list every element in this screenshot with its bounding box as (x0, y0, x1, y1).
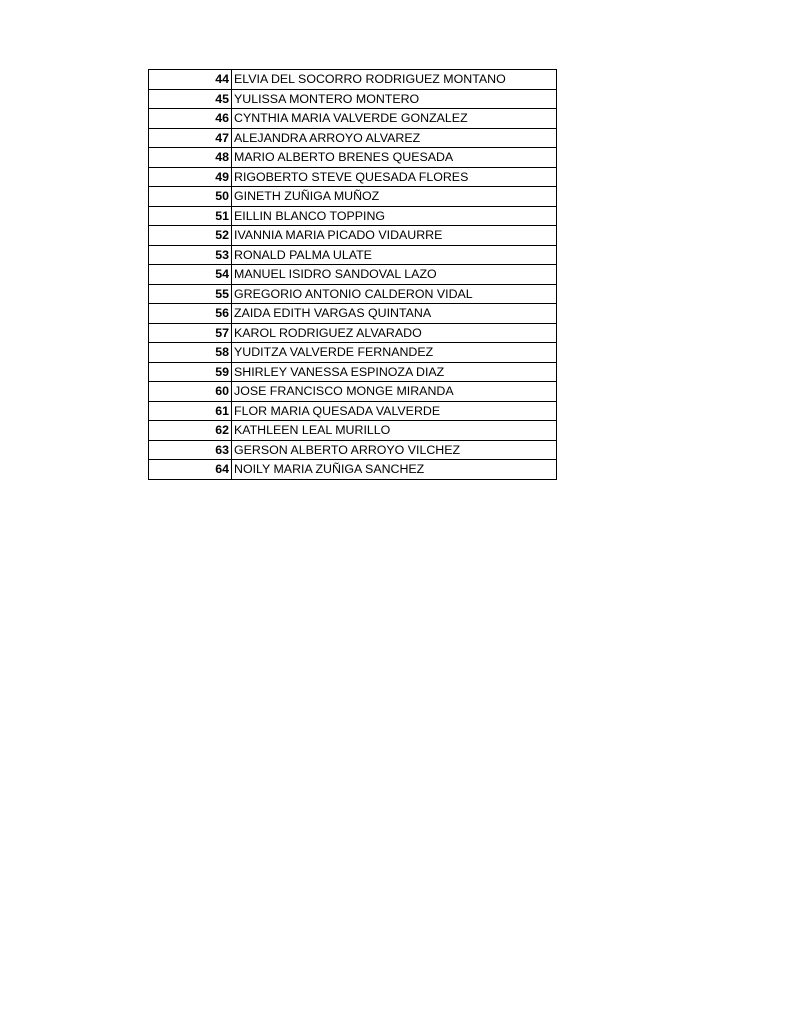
row-number: 63 (149, 440, 232, 460)
table-row (149, 128, 557, 148)
table-row (149, 245, 557, 265)
table-row (149, 284, 557, 304)
row-number: 58 (149, 343, 232, 363)
row-number: 60 (149, 382, 232, 402)
person-name: ALEJANDRA ARROYO ALVAREZ (232, 128, 557, 148)
person-name: SHIRLEY VANESSA ESPINOZA DIAZ (232, 362, 557, 382)
person-name: ZAIDA EDITH VARGAS QUINTANA (232, 304, 557, 324)
table-row (149, 440, 557, 460)
person-name: MARIO ALBERTO BRENES QUESADA (232, 148, 557, 168)
roster-table (148, 69, 557, 480)
row-number: 48 (149, 148, 232, 168)
person-name: RONALD PALMA ULATE (232, 245, 557, 265)
row-number: 51 (149, 206, 232, 226)
table-row (149, 70, 557, 90)
roster-table-body (149, 70, 557, 480)
table-row (149, 265, 557, 285)
person-name: KAROL RODRIGUEZ ALVARADO (232, 323, 557, 343)
row-number: 64 (149, 460, 232, 480)
row-number: 57 (149, 323, 232, 343)
person-name: KATHLEEN LEAL MURILLO (232, 421, 557, 441)
table-row (149, 148, 557, 168)
table-row (149, 421, 557, 441)
row-number: 47 (149, 128, 232, 148)
row-number: 44 (149, 70, 232, 90)
table-row (149, 206, 557, 226)
person-name: IVANNIA MARIA PICADO VIDAURRE (232, 226, 557, 246)
person-name: GERSON ALBERTO ARROYO VILCHEZ (232, 440, 557, 460)
person-name: JOSE FRANCISCO MONGE MIRANDA (232, 382, 557, 402)
person-name: ELVIA DEL SOCORRO RODRIGUEZ MONTANO (232, 70, 557, 90)
row-number: 56 (149, 304, 232, 324)
table-row (149, 226, 557, 246)
person-name: GINETH ZUÑIGA MUÑOZ (232, 187, 557, 207)
row-number: 52 (149, 226, 232, 246)
table-row (149, 89, 557, 109)
person-name: MANUEL ISIDRO SANDOVAL LAZO (232, 265, 557, 285)
person-name: FLOR MARIA QUESADA VALVERDE (232, 401, 557, 421)
person-name: RIGOBERTO STEVE QUESADA FLORES (232, 167, 557, 187)
table-row (149, 304, 557, 324)
table-row (149, 109, 557, 129)
table-row (149, 460, 557, 480)
table-row (149, 323, 557, 343)
person-name: GREGORIO ANTONIO CALDERON VIDAL (232, 284, 557, 304)
row-number: 53 (149, 245, 232, 265)
row-number: 62 (149, 421, 232, 441)
person-name: NOILY MARIA ZUÑIGA SANCHEZ (232, 460, 557, 480)
row-number: 50 (149, 187, 232, 207)
person-name: EILLIN BLANCO TOPPING (232, 206, 557, 226)
row-number: 54 (149, 265, 232, 285)
table-row (149, 382, 557, 402)
table-row (149, 167, 557, 187)
table-row (149, 187, 557, 207)
row-number: 46 (149, 109, 232, 129)
row-number: 61 (149, 401, 232, 421)
row-number: 45 (149, 89, 232, 109)
row-number: 55 (149, 284, 232, 304)
table-row (149, 401, 557, 421)
table-row (149, 362, 557, 382)
person-name: CYNTHIA MARIA VALVERDE GONZALEZ (232, 109, 557, 129)
row-number: 49 (149, 167, 232, 187)
person-name: YUDITZA VALVERDE FERNANDEZ (232, 343, 557, 363)
person-name: YULISSA MONTERO MONTERO (232, 89, 557, 109)
table-row (149, 343, 557, 363)
row-number: 59 (149, 362, 232, 382)
